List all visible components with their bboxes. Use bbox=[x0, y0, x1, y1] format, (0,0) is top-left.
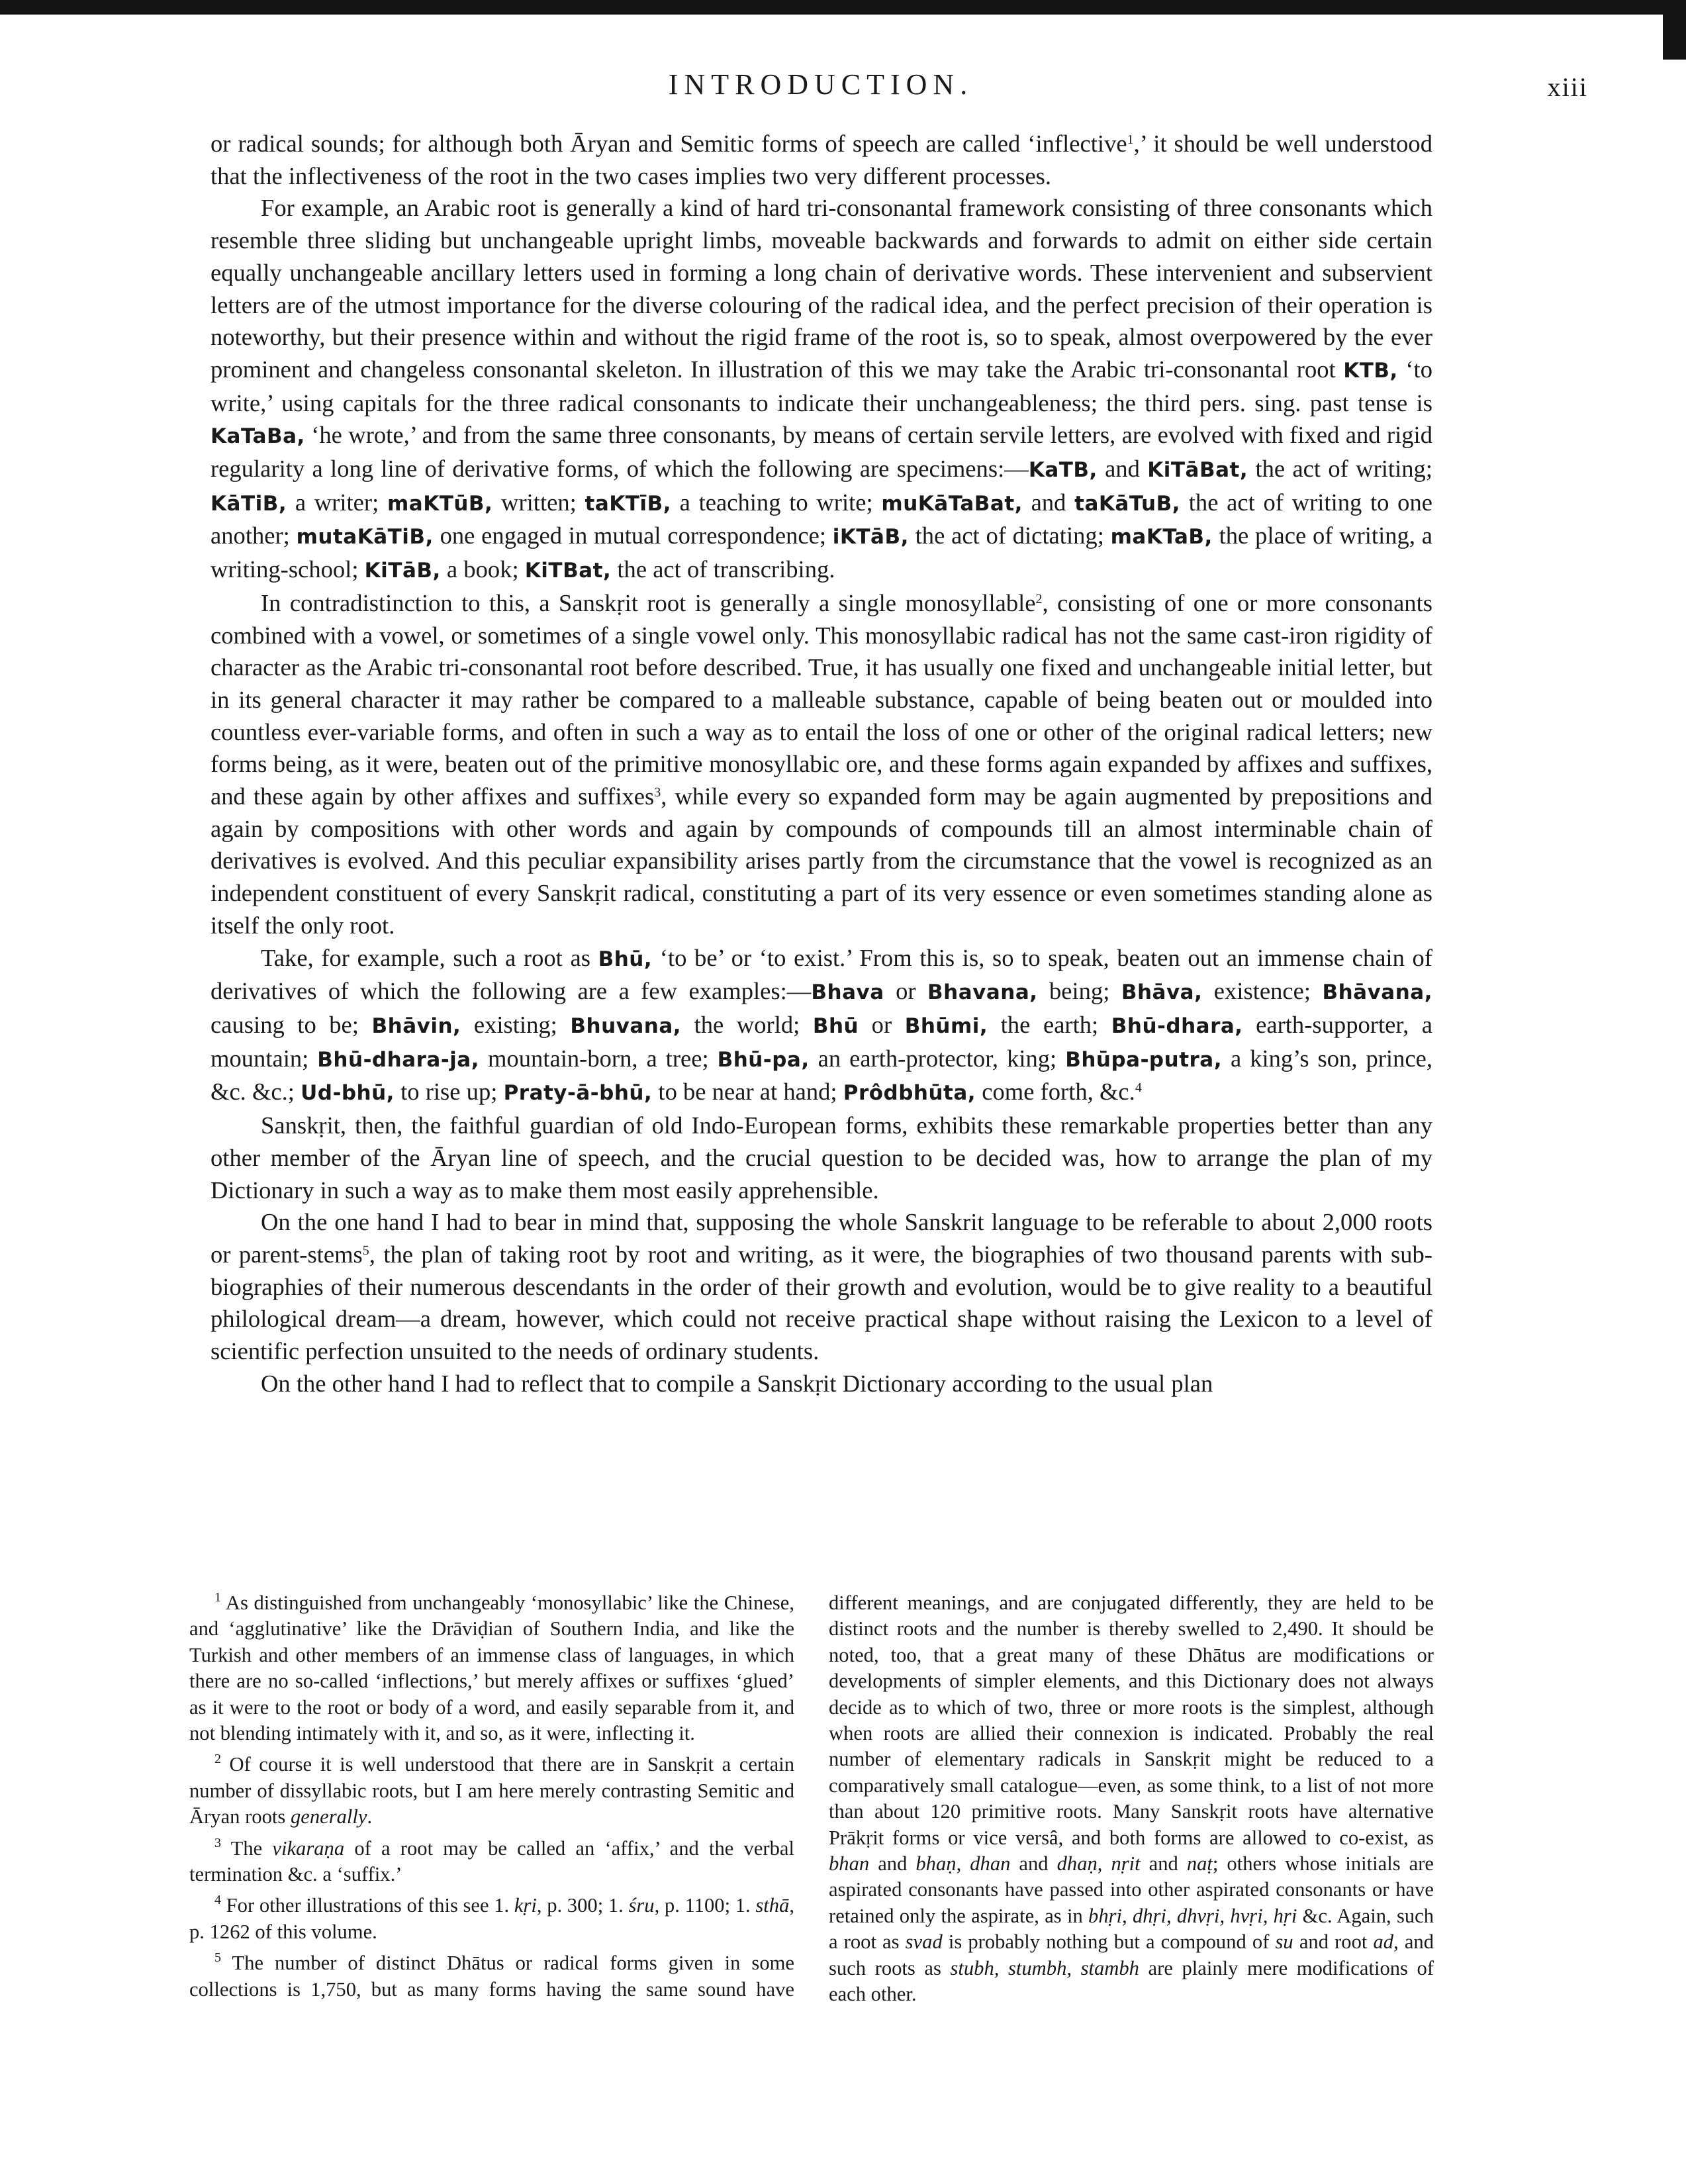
root-term: Bhāvin, bbox=[371, 1014, 461, 1038]
root-term: KaTaBa, bbox=[211, 424, 305, 449]
running-header: INTRODUCTION. bbox=[668, 68, 974, 101]
root-term: mutaKāTiB, bbox=[296, 525, 434, 549]
root-term: muKāTaBat, bbox=[881, 491, 1023, 516]
root-term: Bhava bbox=[811, 980, 884, 1005]
main-text bbox=[211, 128, 1432, 1400]
top-border bbox=[0, 0, 1686, 15]
footnote: $^2$ Of course it is well understood that there are in Sanskṛit a certain number of dissyllabic roots, but I am here merely contrasting Semitic and Āryan roots generally. bbox=[189, 1752, 794, 1828]
footnote: $^4$ For other illustrations of this see 1. kṛi, p. 300; 1. śru, p. 1100; 1. sthā, p. 1262 of this volume. bbox=[189, 1893, 795, 1943]
page-edge-mark bbox=[1663, 0, 1686, 60]
root-term: KTB, bbox=[1343, 358, 1398, 383]
page-number: xiii bbox=[1547, 72, 1588, 102]
footnote: $^5$ The number of distinct Dhātus or radical forms given in some collections is 1,750, but as many forms having the same sound have different meanings, and are conjugated differently, they are held to be distinct roots and the number is thereby swelled to 2,490. It should be noted, too, that a great many of these Dhātus are modifications or developments of simpler elements, and this Dictionary does not always decide as to which of two, three or more roots is the simplest, although when roots are allied their connexion is indicated. Probably the real number of elementary radicals in Sanskṛit might be reduced to a comparatively small catalogue—even, as some think, to a list of not more than about 120 primitive roots. Many Sanskṛit roots have alternative Prākṛit forms or vice versâ, and both forms are allowed to co-exist, as bhan and bhaṇ, dhan and dhaṇ, nṛit and naṭ; others whose initials are aspirated consonants have passed into other aspirated consonants or have retained only the aspirate, as in bhṛi, dhṛi, dhvṛi, hvṛi, hṛi &c. Again, such a root as svad is probably nothing but a compound of su and root ad, and such roots as stubh, stumbh, stambh are plainly mere modifications of each other. bbox=[189, 1591, 1434, 2006]
footnote-ref: 1 bbox=[1127, 132, 1134, 147]
root-term: KiTBat, bbox=[524, 559, 612, 583]
footnote-ref: 2 bbox=[1035, 591, 1043, 606]
root-term: Bhuvana, bbox=[570, 1014, 682, 1038]
root-term: KāTiB, bbox=[211, 491, 287, 516]
paragraph: Take, for example, such a root as Bhū, ‘to be’ or ‘to exist.’ From this is, so to speak, beaten out an immense chain of derivatives of which the following are a few examples:—Bhava or Bhavana, being; Bhāva, existence; Bhāvana, causing to be; Bhāvin, existing; Bhuvana, the world; Bhū or Bhūmi, the earth; Bhū-dhara, earth-supporter, a mountain; Bhū-dhara-ja, mountain-born, a tree; Bhū-pa, an earth-protector, king; Bhūpa-putra, a king’s son, prince, &c. &c.; Ud-bhū, to rise up; Praty-ā-bhū, to be near at hand; Prôdbhūta, come forth, &c.$^4$ bbox=[211, 943, 1432, 1106]
footnotes bbox=[189, 1590, 1434, 2008]
root-term: maKTūB, bbox=[387, 491, 493, 516]
root-term: Bhūmi, bbox=[904, 1014, 988, 1038]
paragraph: On the one hand I had to bear in mind that, supposing the whole Sanskrit language to be referable to about 2,000 roots or parent-stems$^5$, the plan of taking root by root and writing, as it were, the biographies of two thousand parents with sub-biographies of their numerous descendants in the order of their growth and evolution, would be to give reality to a beautiful philological dream—a dream, however, which could not receive practical shape without raising the Lexicon to a level of scientific perfection unsuited to the needs of ordinary students. bbox=[211, 1208, 1432, 1365]
root-term: KiTāBat, bbox=[1147, 458, 1248, 483]
root-term: Prôdbhūta, bbox=[843, 1081, 976, 1106]
paragraph: In contradistinction to this, a Sanskṛit root is generally a single monosyllable$^2$, consisting of one or more consonants combined with a vowel, or sometimes of a single vowel only. This monosyllabic radical has not the same cast-iron rigidity of character as the Arabic tri-consonantal root before described. True, it has usually one fixed and unchangeable initial letter, but in its general character it may rather be compared to a malleable substance, capable of being beaten out or moulded into countless ever-variable forms, and often in such a way as to entail the loss of one or other of the original radical letters; new forms being, as it were, beaten out of the primitive monosyllabic ore, and these forms again expanded by affixes and suffixes, and these again by other affixes and suffixes$^3$, while every so expanded form may be again augmented by prepositions and again by compositions with other words and again by compounds of compounds till an almost interminable chain of derivatives is evolved. And this peculiar expansibility arises partly from the circumstance that the vowel is recognized as an independent constituent of every Sanskṛit radical, constituting a part of its very essence or even sometimes standing alone as itself the only root. bbox=[211, 589, 1433, 939]
root-term: Bhūpa-putra, bbox=[1065, 1047, 1222, 1072]
root-term: KiTāB, bbox=[364, 559, 441, 583]
root-term: maKTaB, bbox=[1110, 525, 1213, 549]
paragraph: On the other hand I had to reflect that to compile a Sanskṛit Dictionary according to the usual plan bbox=[261, 1369, 1213, 1397]
footnote-ref: 4 bbox=[1135, 1080, 1142, 1096]
root-term: Bhāvana, bbox=[1322, 980, 1432, 1005]
paragraph: Sanskṛit, then, the faithful guardian of old Indo-European forms, exhibits these remarkable properties better than any other member of the Āryan line of speech, and the crucial question to be decided was, how to arrange the plan of my Dictionary in such a way as to make them most easily apprehensible. bbox=[211, 1112, 1432, 1204]
root-term: Bhū, bbox=[598, 947, 653, 971]
root-term: Bhū bbox=[812, 1014, 859, 1038]
paragraph: For example, an Arabic root is generally a kind of hard tri-consonantal framework consisting of three consonants which resemble three sliding but unchangeable upright limbs, moveable backwards and forwards to admit on either side certain equally unchangeable ancillary letters used in forming a long chain of derivative words. These intervenient and subservient letters are of the utmost importance for the diverse colouring of the radical idea, and the perfect precision of their operation is noteworthy, but their presence within and without the rigid frame of the root is, so to speak, almost overpowered by the ever prominent and changeless consonantal skeleton. In illustration of this we may take the Arabic tri-consonantal root KTB, ‘to write,’ using capitals for the three radical consonants to indicate their unchangeableness; the third pers. sing. past tense is KaTaBa, ‘he wrote,’ and from the same three consonants, by means of certain servile letters, are evolved with fixed and rigid regularity a long line of derivative forms, of which the following are specimens:—KaTB, and KiTāBat, the act of writing; KāTiB, a writer; maKTūB, written; taKTīB, a teaching to write; muKāTaBat, and taKāTuB, the act of writing to one another; mutaKāTiB, one engaged in mutual correspondence; iKTāB, the act of dictating; maKTaB, the place of writing, a writing-school; KiTāB, a book; KiTBat, the act of transcribing. bbox=[211, 194, 1432, 583]
footnote-ref: 3 bbox=[654, 785, 661, 800]
root-term: Bhū-pa, bbox=[717, 1047, 810, 1072]
root-term: Bhavana, bbox=[927, 980, 1038, 1005]
paragraph: or radical sounds; for although both Āryan and Semitic forms of speech are called ‘inflective$^1$,’ it should be well understood that the inflectiveness of the root in the two cases implies two very different processes. bbox=[211, 130, 1432, 189]
root-term: Bhū-dhara-ja, bbox=[317, 1047, 480, 1072]
root-term: taKāTuB, bbox=[1074, 491, 1181, 516]
root-term: Bhāva, bbox=[1121, 980, 1203, 1005]
root-term: KaTB, bbox=[1028, 458, 1098, 483]
root-term: Praty-ā-bhū, bbox=[503, 1081, 653, 1106]
root-term: iKTāB, bbox=[832, 525, 909, 549]
footnote: $^1$ As distinguished from unchangeably ‘monosyllabic’ like the Chinese, and ‘agglutinative’ like the Drāviḍian of Southern India, and like the Turkish and other members of an immense class of languages, in which there are no so-called ‘inflections,’ but merely affixes or suffixes ‘glued’ as it were to the root or body of a word, and easily separable from it, and not blending intimately with it, and so, as it were, inflecting it. bbox=[189, 1590, 794, 1745]
root-term: Bhū-dhara, bbox=[1111, 1014, 1243, 1038]
root-term: taKTīB, bbox=[585, 491, 671, 516]
footnote-ref: 5 bbox=[362, 1243, 369, 1258]
footnote: $^3$ The vikaraṇa of a root may be called an ‘affix,’ and the verbal termination &c. a ‘suffix.’ bbox=[189, 1835, 794, 1886]
root-term: Ud-bhū, bbox=[301, 1081, 395, 1106]
